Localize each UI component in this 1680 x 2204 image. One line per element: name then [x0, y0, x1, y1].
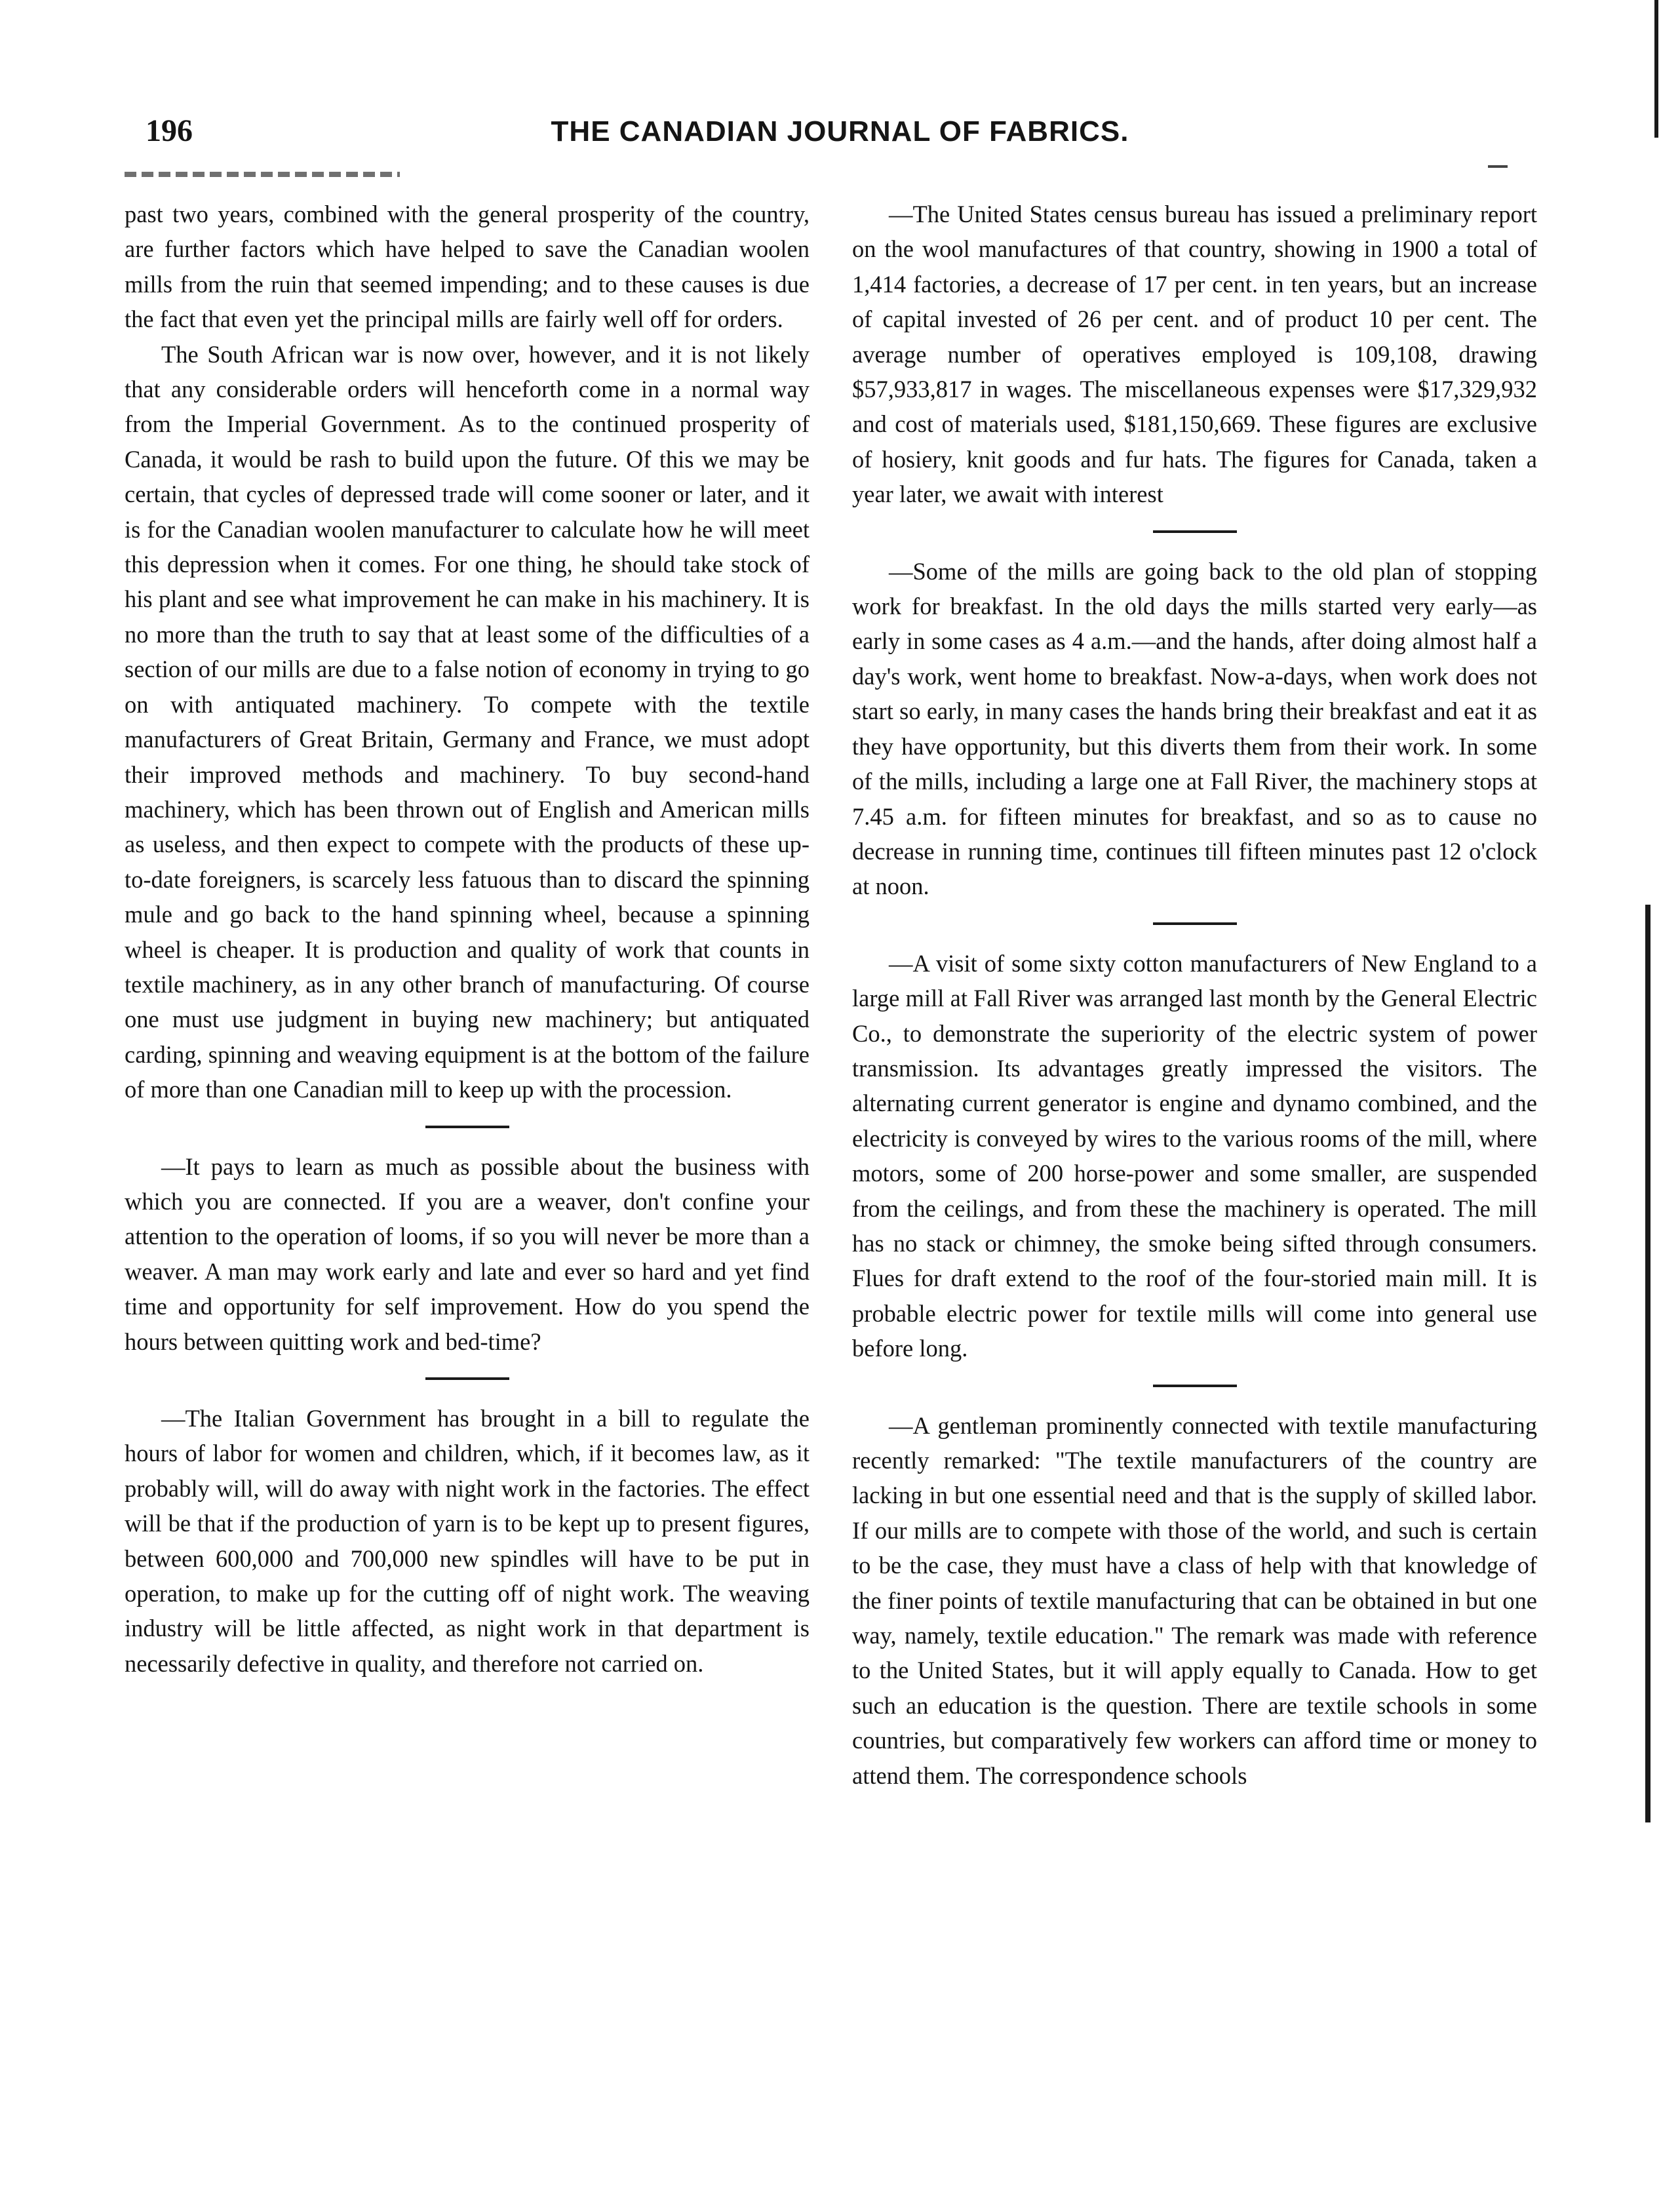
paragraph-breakfast: —Some of the mills are going back to the old plan of stopping work for breakfast. In the old days the mills started very early—as early in some cases as 4 a.m.—and the hands, after doing almost half a day's work, went home to breakfast. Now-a-days, when work does not start so early, in many cases the hands bring their breakfast and eat it as they have opportunity, but this diverts them from their work. In some of the mills, including a large one at Fall River, the machinery stops at 7.45 a.m. for fifteen minutes for breakfast, and so as to cause no decrease in running time, continues till fifteen minutes past 12 o'clock at noon.: [852, 557, 1537, 900]
header-rule-mark: [1488, 165, 1508, 168]
scan-edge-line: [1654, 0, 1658, 138]
paragraph-textile-education: —A gentleman prominently connected with textile manufacturing recently remarked: "The textile manufacturers of the country are lacking in but one essential need and that is the supply of skilled labor. If our mills are to compete with those of the world, and such is certain to be the case, they must have a class of help with that knowledge of the finer points of textile manufacturing that can be obtained in but one way, namely, textile education." The remark was made with reference to the United States, but it will apply equally to Canada. How to get such an education is the question. There are textile schools in some countries, but comparatively few workers can afford time or money to attend them. The correspondence schools: [852, 1411, 1537, 1789]
section-divider: [1153, 530, 1237, 533]
paragraph-continued: past two years, combined with the general prosperity of the country, are further factors which have helped to save the Canadian woolen mills from the ruin that seemed impending; and to these causes is due the fact that even yet the principal mills are fairly well off for orders.: [125, 201, 810, 333]
page-number: 196: [146, 113, 193, 148]
paragraph-electric-power: —A visit of some sixty cotton manufacturers of New England to a large mill at Fall River was arranged last month by the General Electric Co., to demonstrate the superiority of the electric system of power transmission. Its advantages greatly impressed the visitors. The alternating current generator is engine and dynamo combined, and the electricity is conveyed by wires to the various rooms of the mill, where motors, some of 200 horse-power and some smaller, are suspended from the ceilings, and from these the machinery is operated. The mill has no stack or chimney, the smoke being sifted through consumers. Flues for draft extend to the roof of the four-storied main mill. It is probable electric power for textile mills will come into general use before long.: [852, 949, 1537, 1362]
right-column: [852, 197, 1537, 1793]
section-divider: [425, 1126, 509, 1128]
paragraph-learn-business: —It pays to learn as much as possible about the business with which you are connected. If you are a weaver, don't confine your attention to the operation of looms, if so you will never be more than a weaver. A man may work early and late and ever so hard and yet find time and opportunity for self improvement. How do you spend the hours between quitting work and bed-time?: [125, 1152, 810, 1355]
section-divider: [425, 1377, 509, 1380]
paragraph-south-african-war: The South African war is now over, however, and it is not likely that any considerable orders will henceforth come in a normal way from the Imperial Government. As to the continued prosperity of Canada, it would be rash to build upon the future. Of this we may be certain, that cycles of depressed trade will come sooner or later, and it is for the Canadian woolen manufacturer to calculate how he will meet this depression when it comes. For one thing, he should take stock of his plant and see what improvement he can make in his machinery. It is no more than the truth to say that at least some of the difficulties of a section of our mills are due to a false notion of economy in trying to go on with antiquated machinery. To compete with the textile manufacturers of Great Britain, Germany and France, we must adopt their improved methods and machinery. To buy second-hand machinery, which has been thrown out of English and American mills as useless, and then expect to compete with the products of these up-to-date foreigners, is scarcely less fatuous than to discard the spinning mule and go back to the hand spinning wheel, because a spinning wheel is cheaper. It is production and quality of work that counts in textile machinery, as in any other branch of manufacturing. Of course one must use judgment in buying new machinery; but antiquated carding, spinning and weaving equipment is at the bottom of the failure of more than one Canadian mill to keep up with the procession.: [125, 340, 810, 1103]
paragraph-italian-government: —The Italian Government has brought in a bill to regulate the hours of labor for women and children, which, if it becomes law, as it probably will, will do away with night work in the factories. The effect will be that if the production of yarn is to be kept up to present figures, between 600,000 and 700,000 new spindles will have to be put in operation, to make up for the cutting off of night work. The weaving industry will be little affected, as night work in that department is necessarily defective in quality, and therefore not carried on.: [125, 1405, 810, 1677]
section-divider: [1153, 922, 1237, 925]
header-rule: [125, 172, 400, 177]
paragraph-census-bureau: —The United States census bureau has issued a preliminary report on the wool manufactures of that country, showing in 1900 a total of 1,414 factories, a decrease of 17 per cent. in ten years, but an increase of capital invested of 26 per cent. and of product 10 per cent. The average number of operatives employed is 109,108, drawing $57,933,817 in wages. The miscellaneous expenses were $17,329,932 and cost of materials used, $181,150,669. These figures are exclusive of hosiery, knit goods and fur hats. The figures for Canada, taken a year later, we await with interest: [852, 201, 1537, 508]
section-divider: [1153, 1385, 1237, 1387]
scan-edge-line: [1645, 905, 1651, 1822]
journal-title: THE CANADIAN JOURNAL OF FABRICS.: [551, 115, 1129, 148]
left-column: [125, 197, 810, 1681]
